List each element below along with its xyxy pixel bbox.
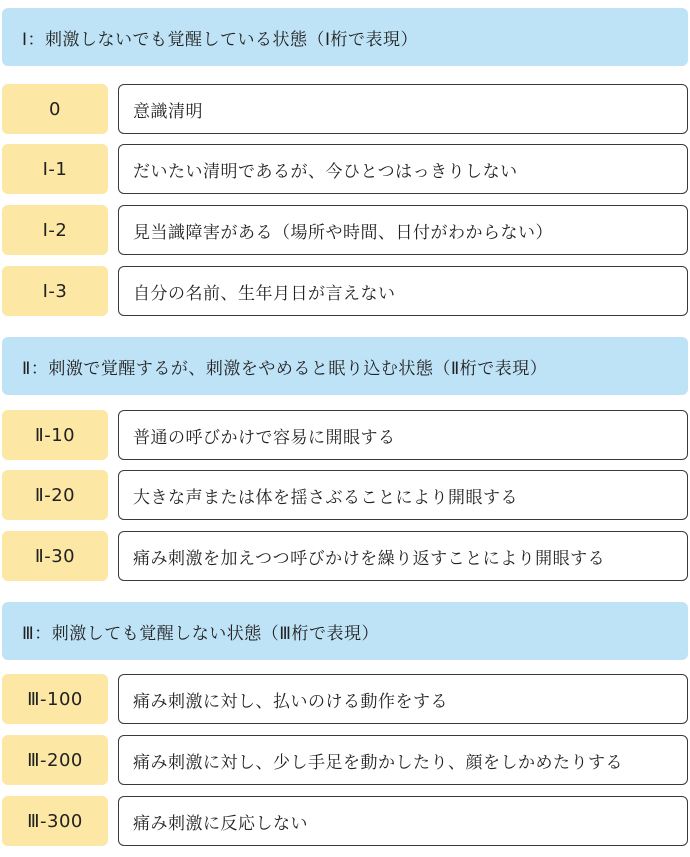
table-row: [0, 674, 690, 724]
level-description: だいたい清明であるが、今ひとつはっきりしない: [118, 144, 688, 194]
level-description: 痛み刺激に対し、少し手足を動かしたり、顔をしかめたりする: [118, 735, 688, 785]
level-code: Ⅲ-300: [2, 796, 108, 846]
level-description: 大きな声または体を揺さぶることにより開眼する: [118, 470, 688, 520]
table-row: [0, 84, 690, 134]
level-description: 痛み刺激を加えつつ呼びかけを繰り返すことにより開眼する: [118, 531, 688, 581]
level-code: 0: [2, 84, 108, 134]
table-row: [0, 531, 690, 581]
level-code: Ⅱ-20: [2, 470, 108, 520]
level-description: 普通の呼びかけで容易に開眼する: [118, 410, 688, 460]
level-description: 自分の名前、生年月日が言えない: [118, 266, 688, 316]
section-header-2: Ⅱ：刺激で覚醒するが、刺激をやめると眠り込む状態（Ⅱ桁で表現）: [2, 337, 688, 395]
level-code: Ⅱ-10: [2, 410, 108, 460]
level-description: 意識清明: [118, 84, 688, 134]
table-row: [0, 470, 690, 520]
table-row: [0, 796, 690, 846]
level-description: 痛み刺激に対し、払いのける動作をする: [118, 674, 688, 724]
level-code: Ⅰ-3: [2, 266, 108, 316]
table-row: [0, 144, 690, 194]
level-code: Ⅰ-1: [2, 144, 108, 194]
level-code: Ⅲ-200: [2, 735, 108, 785]
table-row: [0, 205, 690, 255]
level-code: Ⅲ-100: [2, 674, 108, 724]
table-row: [0, 410, 690, 460]
level-description: 痛み刺激に反応しない: [118, 796, 688, 846]
table-row: [0, 735, 690, 785]
level-description: 見当識障害がある（場所や時間、日付がわからない）: [118, 205, 688, 255]
section-header-3: Ⅲ：刺激しても覚醒しない状態（Ⅲ桁で表現）: [2, 602, 688, 660]
level-code: Ⅰ-2: [2, 205, 108, 255]
level-code: Ⅱ-30: [2, 531, 108, 581]
table-row: [0, 266, 690, 316]
section-header-1: Ⅰ：刺激しないでも覚醒している状態（Ⅰ桁で表現）: [2, 8, 688, 66]
